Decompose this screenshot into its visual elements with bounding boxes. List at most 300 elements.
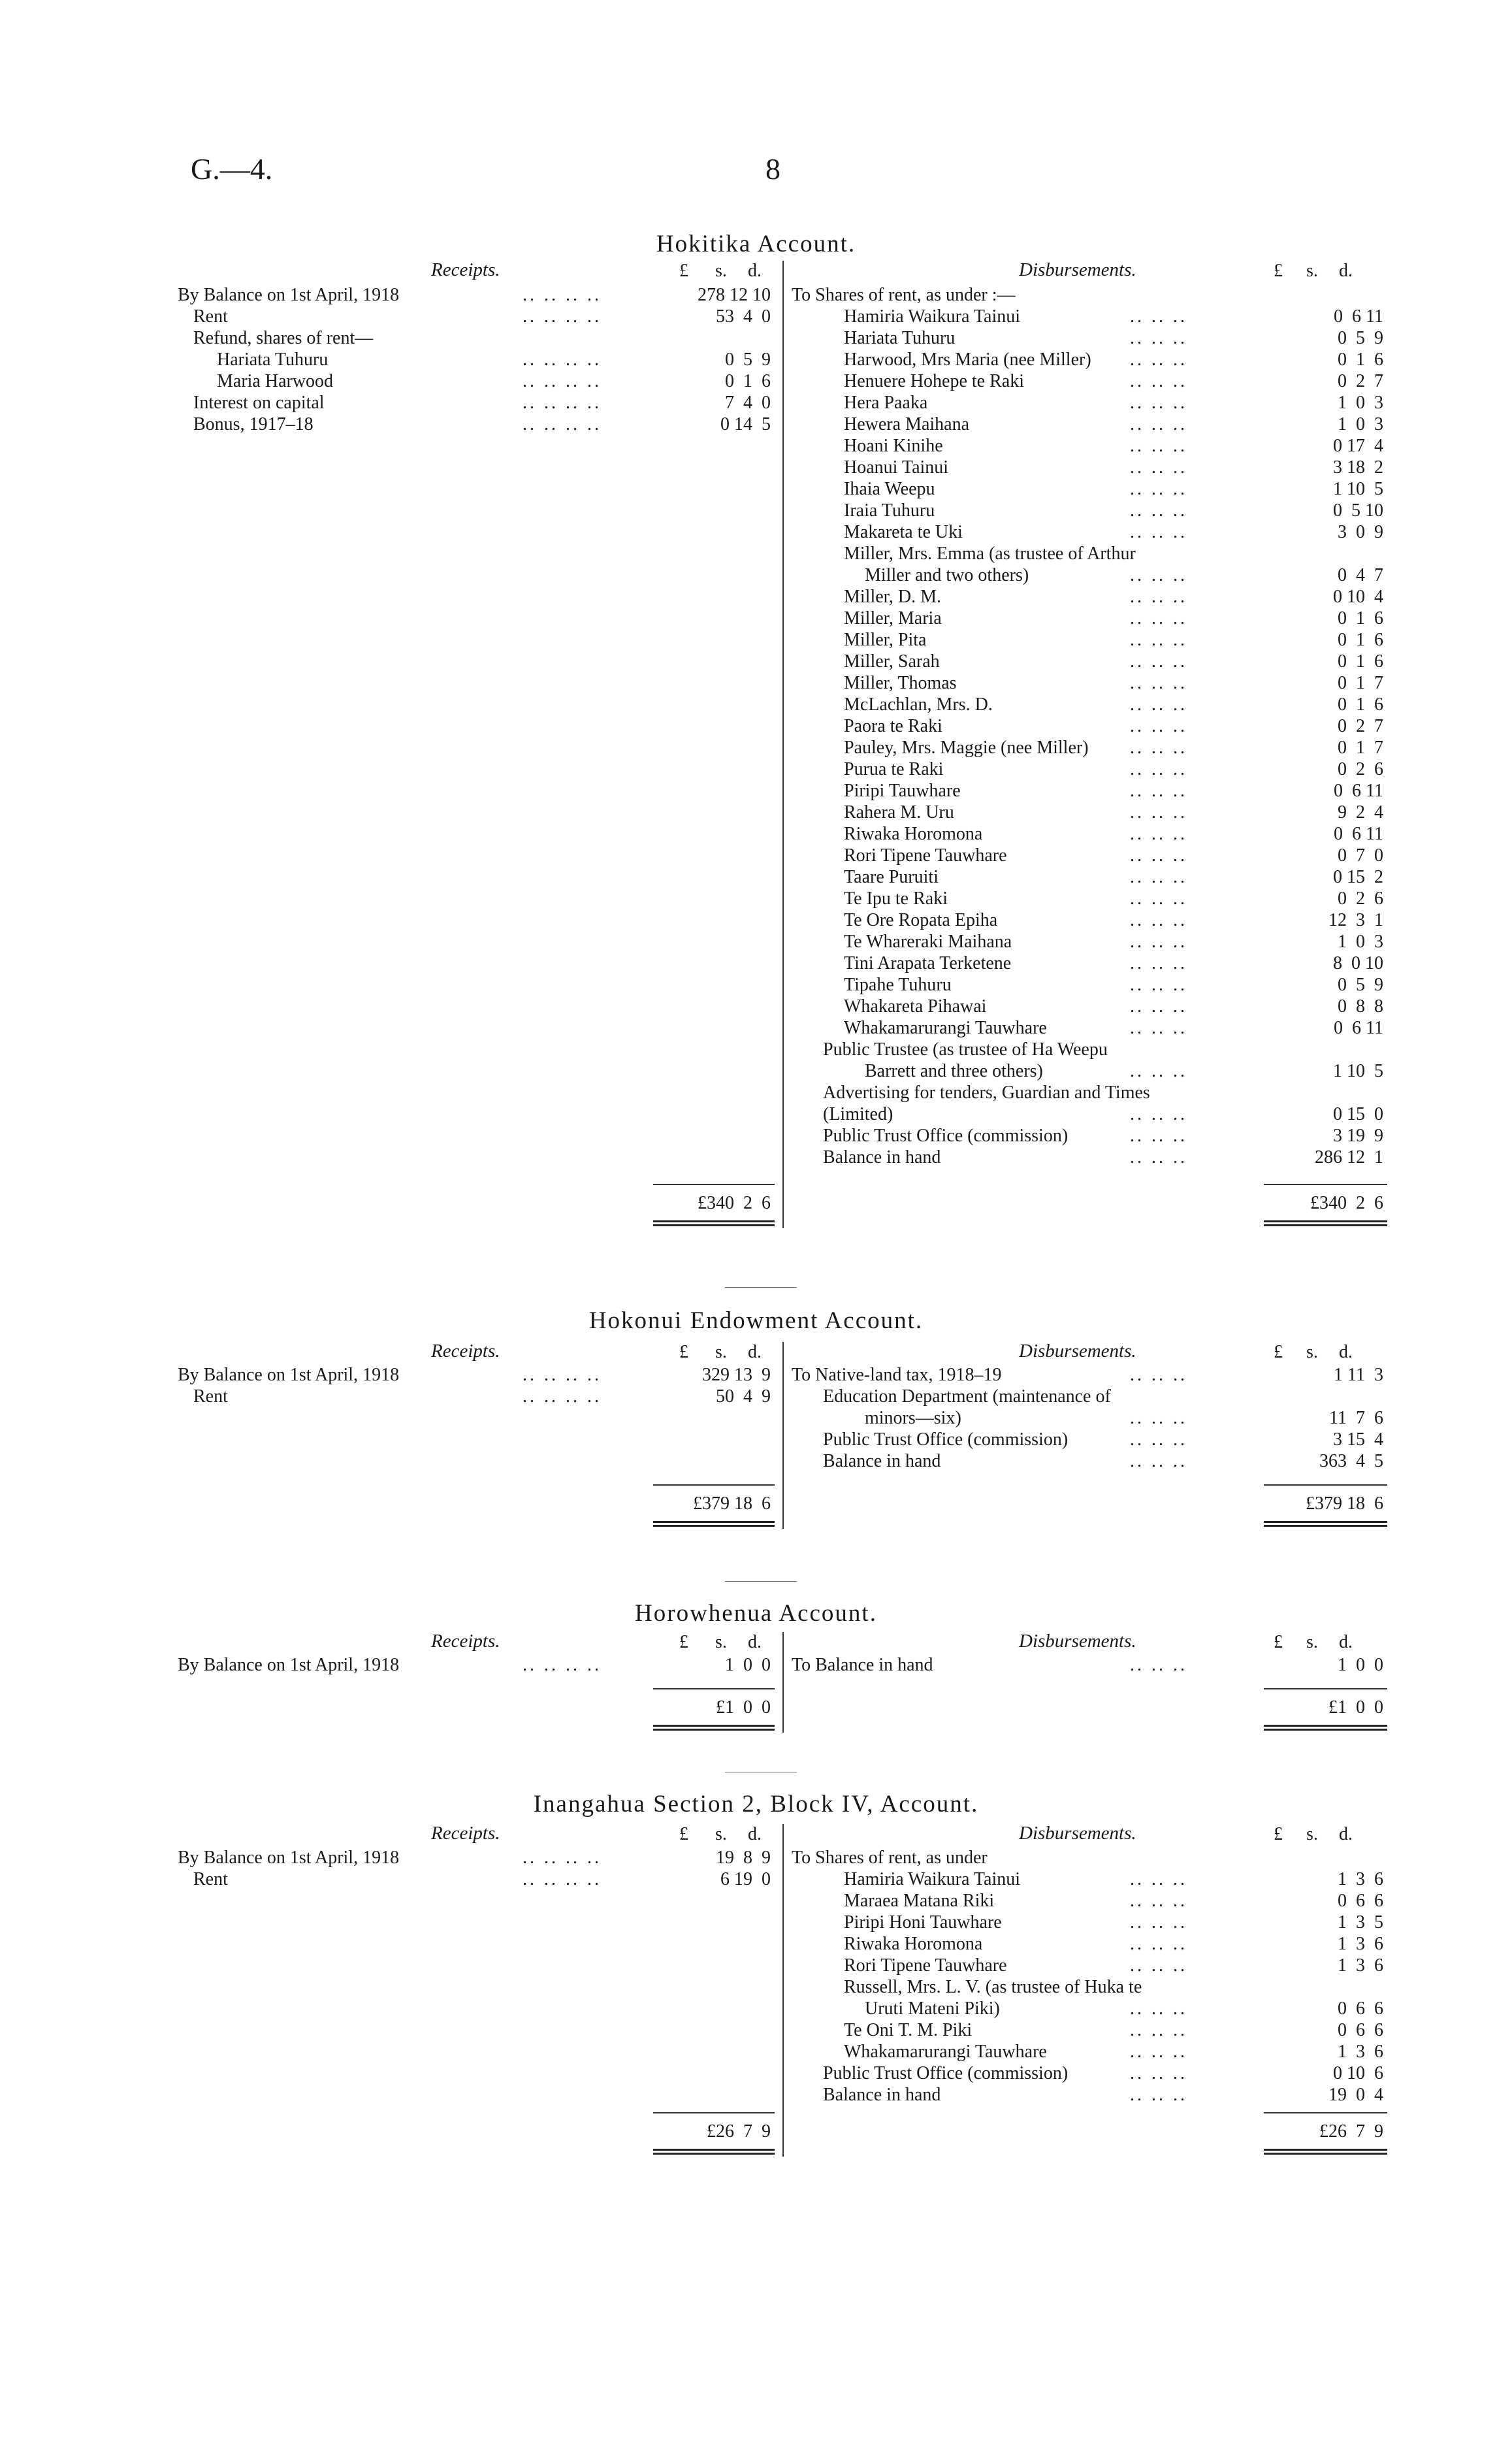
disbursement-amount: 0 6 11 bbox=[1334, 306, 1383, 327]
leader-dots: .. .. .. bbox=[1130, 1912, 1187, 1932]
disbursement-label: Miller and two others) bbox=[865, 565, 1029, 585]
leader-dots: .. .. .. bbox=[1130, 996, 1187, 1017]
disbursement-amount: 8 0 10 bbox=[1333, 953, 1383, 973]
disb-lsd-heading: s. bbox=[1306, 1824, 1318, 1844]
double-rule bbox=[653, 1220, 775, 1226]
disbursement-row bbox=[0, 996, 1512, 1017]
leader-dots: .. .. .. bbox=[1130, 1655, 1187, 1675]
disbursement-label: Balance in hand bbox=[823, 1451, 941, 1471]
disbursement-amount: 1 0 3 bbox=[1338, 932, 1383, 952]
disbursement-row bbox=[0, 1998, 1512, 2019]
leader-dots: .. .. .. bbox=[1130, 1126, 1187, 1146]
receipts-lsd-heading: s. bbox=[715, 1342, 727, 1362]
total-rule bbox=[653, 1484, 775, 1486]
disbursement-amount: 11 7 6 bbox=[1329, 1408, 1383, 1428]
disbursement-row bbox=[0, 1082, 1512, 1103]
disbursement-row bbox=[0, 823, 1512, 845]
disbursement-amount: 0 1 6 bbox=[1338, 694, 1383, 715]
disbursement-label: To Shares of rent, as under :— bbox=[792, 285, 1016, 305]
disbursement-amount: 0 6 6 bbox=[1338, 1998, 1383, 2019]
receipts-total: £340 2 6 bbox=[698, 1193, 771, 1213]
disbursement-row bbox=[0, 327, 1512, 349]
leader-dots: .. .. .. bbox=[1130, 651, 1187, 672]
disbursement-row bbox=[0, 737, 1512, 758]
leader-dots: .. .. .. bbox=[1130, 1451, 1187, 1471]
leader-dots: .. .. .. .. bbox=[523, 1365, 602, 1385]
disbursement-row bbox=[0, 457, 1512, 478]
disbursement-amount: 1 0 0 bbox=[1338, 1655, 1383, 1675]
leader-dots: .. .. .. .. bbox=[523, 371, 602, 391]
receipt-amount: 19 8 9 bbox=[716, 1848, 771, 1868]
disbursement-amount: 3 15 4 bbox=[1333, 1429, 1383, 1450]
total-rule bbox=[653, 2112, 775, 2113]
disbursement-row bbox=[0, 284, 1512, 306]
leader-dots: .. .. .. bbox=[1130, 328, 1187, 348]
receipts-heading: Receipts. bbox=[431, 1823, 500, 1844]
receipt-label: Interest on capital bbox=[193, 393, 325, 413]
leader-dots: .. .. .. bbox=[1130, 500, 1187, 521]
disbursement-label: Henuere Hohepe te Raki bbox=[844, 371, 1024, 391]
leader-dots: .. .. .. bbox=[1130, 1429, 1187, 1450]
disbursement-row bbox=[0, 1912, 1512, 1933]
disbursement-amount: 9 2 4 bbox=[1338, 802, 1383, 823]
disb-lsd-heading: s. bbox=[1306, 1342, 1318, 1362]
disbursement-amount: 0 8 8 bbox=[1338, 996, 1383, 1017]
receipt-label: Bonus, 1917–18 bbox=[193, 414, 314, 434]
leader-dots: .. .. .. bbox=[1130, 522, 1187, 542]
disbursement-label: Whakamarurangi Tauwhare bbox=[844, 1018, 1047, 1038]
disbursement-label: Miller, Mrs. Emma (as trustee of Arthur bbox=[844, 544, 1136, 564]
receipts-heading: Receipts. bbox=[431, 1341, 500, 1362]
disbursement-label: To Balance in hand bbox=[792, 1655, 933, 1675]
disbursement-label: Public Trust Office (commission) bbox=[823, 1126, 1069, 1146]
total-rule bbox=[1264, 2112, 1387, 2113]
disbursement-amount: 0 6 6 bbox=[1338, 2020, 1383, 2040]
disbursement-amount: 1 0 3 bbox=[1338, 414, 1383, 434]
disbursements-heading: Disbursements. bbox=[1019, 1823, 1136, 1844]
disb-lsd-heading: £ bbox=[1274, 1824, 1283, 1844]
receipt-label: Hariata Tuhuru bbox=[217, 350, 329, 370]
leader-dots: .. .. .. bbox=[1130, 630, 1187, 650]
disbursement-row bbox=[0, 2041, 1512, 2063]
disbursement-row bbox=[0, 608, 1512, 629]
disbursement-amount: 3 19 9 bbox=[1333, 1126, 1383, 1146]
disbursement-label: (Limited) bbox=[823, 1104, 893, 1124]
receipt-amount: 50 4 9 bbox=[716, 1386, 771, 1407]
disbursements-total: £340 2 6 bbox=[1310, 1193, 1383, 1213]
leader-dots: .. .. .. bbox=[1130, 2063, 1187, 2083]
leader-dots: .. .. .. bbox=[1130, 1061, 1187, 1081]
receipt-amount: 7 4 0 bbox=[725, 393, 771, 413]
disbursement-amount: 0 1 6 bbox=[1338, 651, 1383, 672]
section-title: Hokonui Endowment Account. bbox=[588, 1307, 924, 1334]
disbursement-row bbox=[0, 414, 1512, 435]
disbursement-label: Balance in hand bbox=[823, 2085, 941, 2105]
disbursement-row bbox=[0, 2019, 1512, 2041]
leader-dots: .. .. .. bbox=[1130, 1018, 1187, 1038]
leader-dots: .. .. .. bbox=[1130, 436, 1187, 456]
disbursement-label: Rahera M. Uru bbox=[844, 802, 954, 823]
disbursements-heading: Disbursements. bbox=[1019, 1631, 1136, 1652]
total-rule bbox=[1264, 1184, 1387, 1185]
disb-lsd-heading: d. bbox=[1339, 1824, 1353, 1844]
leader-dots: .. .. .. bbox=[1130, 608, 1187, 628]
leader-dots: .. .. .. .. bbox=[523, 1386, 602, 1407]
disbursement-row bbox=[0, 1890, 1512, 1912]
disbursement-label: Uruti Mateni Piki) bbox=[865, 1998, 1000, 2019]
leader-dots: .. .. .. .. bbox=[523, 1655, 602, 1675]
disbursement-label: Pauley, Mrs. Maggie (nee Miller) bbox=[844, 738, 1089, 758]
disbursement-amount: 363 4 5 bbox=[1319, 1451, 1383, 1471]
leader-dots: .. .. .. bbox=[1130, 975, 1187, 995]
receipts-lsd-heading: s. bbox=[715, 1824, 727, 1844]
disbursement-label: Public Trust Office (commission) bbox=[823, 1429, 1069, 1450]
leader-dots: .. .. .. bbox=[1130, 867, 1187, 887]
double-rule bbox=[653, 2149, 775, 2155]
section-title: Inangahua Section 2, Block IV, Account. bbox=[533, 1791, 979, 1818]
disbursement-amount: 1 0 3 bbox=[1338, 393, 1383, 413]
receipt-label: Refund, shares of rent— bbox=[193, 328, 374, 348]
disbursement-amount: 0 6 11 bbox=[1334, 781, 1383, 801]
disbursement-row bbox=[0, 392, 1512, 414]
disbursements-total: £26 7 9 bbox=[1319, 2121, 1383, 2142]
disbursement-row bbox=[0, 1933, 1512, 1955]
disbursement-row bbox=[0, 1654, 1512, 1676]
double-rule bbox=[1264, 1725, 1387, 1731]
disbursement-label: Rori Tipene Tauwhare bbox=[844, 845, 1007, 866]
disbursement-label: Balance in hand bbox=[823, 1147, 941, 1167]
disbursement-row bbox=[0, 2063, 1512, 2084]
column-divider bbox=[782, 1632, 784, 1733]
disbursement-row bbox=[0, 1364, 1512, 1386]
disb-lsd-heading: £ bbox=[1274, 1342, 1283, 1362]
leader-dots: .. .. .. bbox=[1130, 738, 1187, 758]
leader-dots: .. .. .. .. bbox=[523, 393, 602, 413]
disbursement-label: Miller, D. M. bbox=[844, 587, 941, 607]
leader-dots: .. .. .. .. bbox=[523, 306, 602, 327]
disb-lsd-heading: d. bbox=[1339, 1632, 1353, 1652]
disbursement-label: Hera Paaka bbox=[844, 393, 928, 413]
page-number: 8 bbox=[765, 152, 780, 186]
disb-lsd-heading: s. bbox=[1306, 261, 1318, 281]
leader-dots: .. .. .. bbox=[1130, 1891, 1187, 1911]
disbursement-row bbox=[0, 1147, 1512, 1168]
disbursement-amount: 286 12 1 bbox=[1315, 1147, 1383, 1167]
disbursement-amount: 0 15 0 bbox=[1333, 1104, 1383, 1124]
disbursement-label: Russell, Mrs. L. V. (as trustee of Huka te bbox=[844, 1977, 1142, 1997]
disbursement-label: To Native-land tax, 1918–19 bbox=[792, 1365, 1002, 1385]
total-rule bbox=[1264, 1688, 1387, 1689]
disbursement-label: Maraea Matana Riki bbox=[844, 1891, 995, 1911]
disbursement-label: Rori Tipene Tauwhare bbox=[844, 1955, 1007, 1976]
receipts-lsd-heading: £ bbox=[679, 1342, 688, 1362]
disbursement-amount: 0 5 9 bbox=[1338, 975, 1383, 995]
receipts-total: £26 7 9 bbox=[707, 2121, 771, 2142]
leader-dots: .. .. .. bbox=[1130, 953, 1187, 973]
disb-lsd-heading: £ bbox=[1274, 1632, 1283, 1652]
receipts-lsd-heading: d. bbox=[748, 261, 762, 281]
leader-dots: .. .. .. bbox=[1130, 932, 1187, 952]
disbursement-row bbox=[0, 1060, 1512, 1082]
leader-dots: .. .. .. bbox=[1130, 2042, 1187, 2062]
leader-dots: .. .. .. bbox=[1130, 2085, 1187, 2105]
receipts-lsd-heading: £ bbox=[679, 1632, 688, 1652]
section-title: Horowhenua Account. bbox=[635, 1600, 877, 1627]
disbursements-heading: Disbursements. bbox=[1019, 259, 1136, 280]
disbursement-row bbox=[0, 1125, 1512, 1147]
disbursement-label: Riwaka Horomona bbox=[844, 1934, 983, 1954]
disbursement-label: Te Oni T. M. Piki bbox=[844, 2020, 973, 2040]
disbursement-label: Tipahe Tuhuru bbox=[844, 975, 952, 995]
disbursement-label: McLachlan, Mrs. D. bbox=[844, 694, 993, 715]
double-rule bbox=[653, 1521, 775, 1527]
disbursement-label: Piripi Tauwhare bbox=[844, 781, 961, 801]
receipt-amount: 53 4 0 bbox=[716, 306, 771, 327]
leader-dots: .. .. .. bbox=[1130, 414, 1187, 434]
disbursement-label: Piripi Honi Tauwhare bbox=[844, 1912, 1002, 1932]
disbursement-row bbox=[0, 1386, 1512, 1407]
disbursement-label: Harwood, Mrs Maria (nee Miller) bbox=[844, 350, 1091, 370]
disbursement-label: minors—six) bbox=[865, 1408, 961, 1428]
total-rule bbox=[653, 1688, 775, 1689]
disbursement-row bbox=[0, 478, 1512, 500]
disbursement-label: Taare Puruiti bbox=[844, 867, 939, 887]
disbursement-row bbox=[0, 1868, 1512, 1890]
leader-dots: .. .. .. bbox=[1130, 371, 1187, 391]
disbursement-amount: 0 1 6 bbox=[1338, 630, 1383, 650]
disbursement-amount: 0 2 6 bbox=[1338, 889, 1383, 909]
receipt-label: By Balance on 1st April, 1918 bbox=[178, 1365, 400, 1385]
leader-dots: .. .. .. .. bbox=[523, 285, 602, 305]
leader-dots: .. .. .. bbox=[1130, 1104, 1187, 1124]
disbursement-label: Paora te Raki bbox=[844, 716, 942, 736]
disbursement-label: Hoanui Tainui bbox=[844, 457, 949, 478]
disbursement-row bbox=[0, 1847, 1512, 1868]
receipts-lsd-heading: s. bbox=[715, 261, 727, 281]
disbursement-amount: 0 15 2 bbox=[1333, 867, 1383, 887]
leader-dots: .. .. .. bbox=[1130, 889, 1187, 909]
disbursement-label: Hoani Kinihe bbox=[844, 436, 943, 456]
disbursement-row bbox=[0, 758, 1512, 780]
disbursement-amount: 0 1 7 bbox=[1338, 738, 1383, 758]
leader-dots: .. .. .. .. bbox=[523, 350, 602, 370]
disbursement-amount: 0 2 6 bbox=[1338, 759, 1383, 779]
disbursement-amount: 1 10 5 bbox=[1333, 479, 1383, 499]
receipts-heading: Receipts. bbox=[431, 259, 500, 280]
disbursement-amount: 0 4 7 bbox=[1338, 565, 1383, 585]
disbursement-row bbox=[0, 888, 1512, 909]
disbursement-row bbox=[0, 953, 1512, 974]
disbursement-label: Makareta te Uki bbox=[844, 522, 963, 542]
disbursement-label: Miller, Sarah bbox=[844, 651, 940, 672]
receipts-heading: Receipts. bbox=[431, 1631, 500, 1652]
disbursement-label: Public Trust Office (commission) bbox=[823, 2063, 1069, 2083]
leader-dots: .. .. .. bbox=[1130, 393, 1187, 413]
disbursement-label: Education Department (maintenance of bbox=[823, 1386, 1111, 1407]
leader-dots: .. .. .. bbox=[1130, 781, 1187, 801]
disbursement-label: Te Ore Ropata Epiha bbox=[844, 910, 998, 930]
disbursement-amount: 0 17 4 bbox=[1333, 436, 1383, 456]
disbursement-amount: 0 6 11 bbox=[1334, 824, 1383, 844]
disbursement-label: Barrett and three others) bbox=[865, 1061, 1043, 1081]
page-ref: G.—4. bbox=[191, 152, 273, 186]
disbursement-amount: 3 0 9 bbox=[1338, 522, 1383, 542]
disbursement-amount: 19 0 4 bbox=[1328, 2085, 1383, 2105]
section-title: Hokitika Account. bbox=[656, 231, 856, 257]
disbursement-row bbox=[0, 866, 1512, 888]
disbursement-amount: 0 1 7 bbox=[1338, 673, 1383, 693]
leader-dots: .. .. .. bbox=[1130, 694, 1187, 715]
disbursement-row bbox=[0, 521, 1512, 543]
disbursement-label: Miller, Thomas bbox=[844, 673, 957, 693]
disbursement-row bbox=[0, 1407, 1512, 1429]
receipt-amount: 6 19 0 bbox=[720, 1869, 771, 1889]
disbursement-label: Te Whareraki Maihana bbox=[844, 932, 1012, 952]
disbursements-total: £379 18 6 bbox=[1306, 1493, 1383, 1514]
disbursement-label: Miller, Maria bbox=[844, 608, 942, 628]
total-rule bbox=[653, 1184, 775, 1185]
receipt-label: By Balance on 1st April, 1918 bbox=[178, 1848, 400, 1868]
leader-dots: .. .. .. bbox=[1130, 802, 1187, 823]
disbursement-amount: 0 5 10 bbox=[1333, 500, 1383, 521]
disbursement-label: Advertising for tenders, Guardian and Times bbox=[823, 1083, 1150, 1103]
leader-dots: .. .. .. bbox=[1130, 1869, 1187, 1889]
receipt-amount: 1 0 0 bbox=[725, 1655, 771, 1675]
leader-dots: .. .. .. bbox=[1130, 716, 1187, 736]
receipts-total: £1 0 0 bbox=[716, 1697, 771, 1718]
disbursement-label: Whakareta Pihawai bbox=[844, 996, 987, 1017]
disbursement-amount: 1 3 5 bbox=[1338, 1912, 1383, 1932]
disbursement-label: Hewera Maihana bbox=[844, 414, 970, 434]
disbursement-label: Tini Arapata Terketene bbox=[844, 953, 1012, 973]
section-separator bbox=[725, 1581, 797, 1582]
leader-dots: .. .. .. bbox=[1130, 1955, 1187, 1976]
disbursement-amount: 12 3 1 bbox=[1328, 910, 1383, 930]
disbursement-row bbox=[0, 435, 1512, 457]
leader-dots: .. .. .. bbox=[1130, 587, 1187, 607]
disbursement-row bbox=[0, 1450, 1512, 1472]
disbursement-row bbox=[0, 909, 1512, 931]
disbursement-label: Miller, Pita bbox=[844, 630, 927, 650]
disbursement-row bbox=[0, 2084, 1512, 2106]
disbursement-row bbox=[0, 629, 1512, 651]
disbursement-row bbox=[0, 715, 1512, 737]
receipt-label: Rent bbox=[193, 306, 228, 327]
disbursement-amount: 1 3 6 bbox=[1338, 1955, 1383, 1976]
disbursement-row bbox=[0, 974, 1512, 996]
disb-lsd-heading: d. bbox=[1339, 1342, 1353, 1362]
disbursement-row bbox=[0, 1039, 1512, 1060]
leader-dots: .. .. .. .. bbox=[523, 414, 602, 434]
receipt-amount: 0 5 9 bbox=[725, 350, 771, 370]
disbursement-row bbox=[0, 1429, 1512, 1450]
disbursement-row bbox=[0, 500, 1512, 521]
disbursement-label: Public Trustee (as trustee of Ha Weepu bbox=[823, 1039, 1108, 1060]
leader-dots: .. .. .. bbox=[1130, 824, 1187, 844]
disbursement-amount: 0 1 6 bbox=[1338, 608, 1383, 628]
double-rule bbox=[653, 1725, 775, 1731]
receipts-lsd-heading: s. bbox=[715, 1632, 727, 1652]
disb-lsd-heading: s. bbox=[1306, 1632, 1318, 1652]
leader-dots: .. .. .. bbox=[1130, 565, 1187, 585]
receipt-label: Rent bbox=[193, 1386, 228, 1407]
disbursement-row bbox=[0, 1017, 1512, 1039]
disbursement-label: Ihaia Weepu bbox=[844, 479, 935, 499]
disbursement-label: Hamiria Waikura Tainui bbox=[844, 306, 1021, 327]
leader-dots: .. .. .. bbox=[1130, 1408, 1187, 1428]
disb-lsd-heading: £ bbox=[1274, 261, 1283, 281]
leader-dots: .. .. .. bbox=[1130, 673, 1187, 693]
disbursements-total: £1 0 0 bbox=[1328, 1697, 1383, 1718]
disbursement-row bbox=[0, 931, 1512, 953]
disbursement-row bbox=[0, 1955, 1512, 1976]
receipt-label: By Balance on 1st April, 1918 bbox=[178, 285, 400, 305]
receipts-lsd-heading: d. bbox=[748, 1342, 762, 1362]
disbursement-row bbox=[0, 1103, 1512, 1125]
receipt-label: By Balance on 1st April, 1918 bbox=[178, 1655, 400, 1675]
disbursement-row bbox=[0, 1976, 1512, 1998]
leader-dots: .. .. .. bbox=[1130, 306, 1187, 327]
leader-dots: .. .. .. .. bbox=[523, 1869, 602, 1889]
disbursement-amount: 1 3 6 bbox=[1338, 1934, 1383, 1954]
disbursement-label: Hamiria Waikura Tainui bbox=[844, 1869, 1021, 1889]
receipt-label: Rent bbox=[193, 1869, 228, 1889]
disbursement-label: Te Ipu te Raki bbox=[844, 889, 948, 909]
disbursement-label: To Shares of rent, as under bbox=[792, 1848, 988, 1868]
disbursement-amount: 0 10 6 bbox=[1333, 2063, 1383, 2083]
receipt-amount: 0 14 5 bbox=[720, 414, 771, 434]
leader-dots: .. .. .. bbox=[1130, 479, 1187, 499]
disbursement-amount: 0 7 0 bbox=[1338, 845, 1383, 866]
leader-dots: .. .. .. bbox=[1130, 845, 1187, 866]
leader-dots: .. .. .. bbox=[1130, 1365, 1187, 1385]
receipt-amount: 278 12 10 bbox=[698, 285, 771, 305]
disbursement-row bbox=[0, 802, 1512, 823]
receipt-amount: 329 13 9 bbox=[702, 1365, 771, 1385]
leader-dots: .. .. .. bbox=[1130, 1934, 1187, 1954]
disbursement-row bbox=[0, 349, 1512, 370]
disbursement-row bbox=[0, 586, 1512, 608]
leader-dots: .. .. .. bbox=[1130, 1998, 1187, 2019]
disbursement-label: Hariata Tuhuru bbox=[844, 328, 956, 348]
disbursement-amount: 0 10 4 bbox=[1333, 587, 1383, 607]
disbursement-row bbox=[0, 564, 1512, 586]
disbursement-amount: 3 18 2 bbox=[1333, 457, 1383, 478]
disb-lsd-heading: d. bbox=[1339, 261, 1353, 281]
disbursement-row bbox=[0, 306, 1512, 327]
disbursement-amount: 1 10 5 bbox=[1333, 1061, 1383, 1081]
disbursement-row bbox=[0, 370, 1512, 392]
leader-dots: .. .. .. bbox=[1130, 350, 1187, 370]
disbursement-row bbox=[0, 694, 1512, 715]
disbursement-row bbox=[0, 543, 1512, 564]
disbursement-amount: 0 5 9 bbox=[1338, 328, 1383, 348]
receipt-label: Maria Harwood bbox=[217, 371, 334, 391]
leader-dots: .. .. .. bbox=[1130, 457, 1187, 478]
disbursements-heading: Disbursements. bbox=[1019, 1341, 1136, 1362]
disbursement-amount: 1 11 3 bbox=[1334, 1365, 1383, 1385]
total-rule bbox=[1264, 1484, 1387, 1486]
leader-dots: .. .. .. bbox=[1130, 910, 1187, 930]
disbursement-amount: 1 3 6 bbox=[1338, 2042, 1383, 2062]
disbursement-amount: 1 3 6 bbox=[1338, 1869, 1383, 1889]
leader-dots: .. .. .. bbox=[1130, 759, 1187, 779]
disbursement-amount: 0 1 6 bbox=[1338, 350, 1383, 370]
section-separator bbox=[725, 1287, 797, 1288]
disbursement-amount: 0 6 6 bbox=[1338, 1891, 1383, 1911]
disbursement-row bbox=[0, 672, 1512, 694]
double-rule bbox=[1264, 2149, 1387, 2155]
